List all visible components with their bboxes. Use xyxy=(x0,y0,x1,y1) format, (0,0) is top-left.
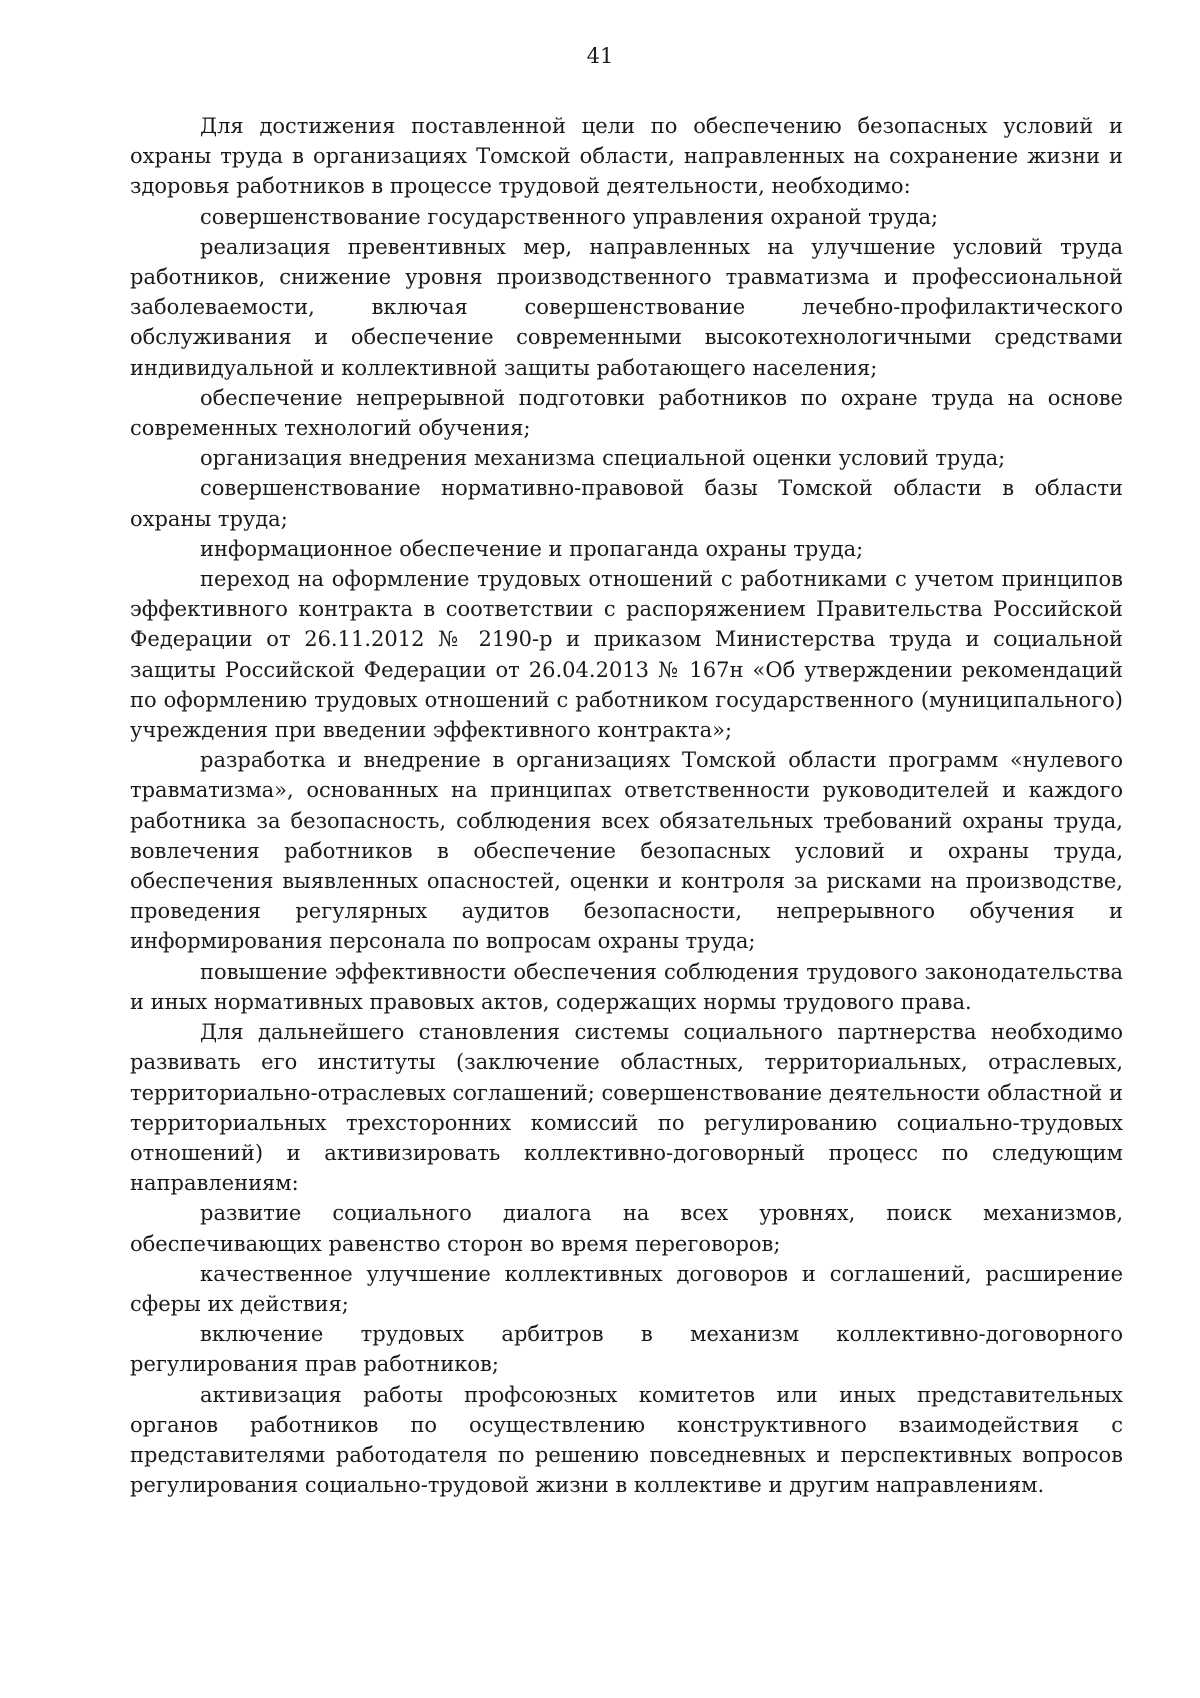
list-item: совершенствование государственного управления охраной труда; xyxy=(200,204,939,229)
list-item: активизация работы профсоюзных комитетов или иных представительных органов работников по осуществлению конструктивного взаимодействия с представителями работодателя по решению повседневных и перспективных вопросов регулирования социально-трудовой жизни в коллективе и другим направлениям. xyxy=(130,1382,1123,1498)
list-item: информационное обеспечение и пропаганда охраны труда; xyxy=(200,536,864,561)
list-item: разработка и внедрение в организациях Томской области программ «нулевого травматизма», основанных на принципах ответственности руководителей и каждого работника за безопасность, соблюдения всех обязательных требований охраны труда, вовлечения работников в обеспечение безопасных условий и охраны труда, обеспечения выявленных опасностей, оценки и контроля за рисками на производстве, проведения регулярных аудитов безопасности, непрерывного обучения и информирования персонала по вопросам охраны труда; xyxy=(130,748,1123,954)
page-number: 41 xyxy=(586,44,614,68)
list-item: организация внедрения механизма специальной оценки условий труда; xyxy=(200,446,1006,471)
list-item: совершенствование нормативно-правовой базы Томской области в области охраны труда; xyxy=(130,476,1123,531)
list-item: развитие социального диалога на всех уровнях, поиск механизмов, обеспечивающих равенство сторон во время переговоров; xyxy=(130,1201,1123,1256)
paragraph-intro-goal: Для достижения поставленной цели по обеспечению безопасных условий и охраны труда в организациях Томской области, направленных на сохранение жизни и здоровья работников в процессе трудовой деятельности, необходимо: xyxy=(130,114,1123,199)
paragraph-social-partnership: Для дальнейшего становления системы социального партнерства необходимо развивать его институты (заключение областных, территориальных, отраслевых, территориально-отраслевых соглашений; совершенствование деятельности областной и территориальных трехсторонних комиссий по регулированию социально-трудовых отношений) и активизировать коллективно-договорный процесс по следующим направлениям: xyxy=(130,1020,1123,1196)
list-item: повышение эффективности обеспечения соблюдения трудового законодательства и иных нормативных правовых актов, содержащих нормы трудового права. xyxy=(130,959,1123,1014)
document-body xyxy=(130,111,1123,1500)
list-item: включение трудовых арбитров в механизм коллективно-договорного регулирования прав работников; xyxy=(130,1322,1123,1377)
list-item: обеспечение непрерывной подготовки работников по охране труда на основе современных технологий обучения; xyxy=(130,385,1123,441)
list-item: реализация превентивных мер, направленных на улучшение условий труда работников, снижение уровня производственного травматизма и профессиональной заболеваемости, включая совершенствование лечебно-профилактического обслуживания и обеспечение современными высокотехнологичными средствами индивидуальной и коллективной защиты работающего населения; xyxy=(130,234,1123,380)
list-item: переход на оформление трудовых отношений с работниками с учетом принципов эффективного контракта в соответствии с распоряжением Правительства Российской Федерации от 26.11.2012 № 2190-р и приказом Министерства труда и социальной защиты Российской Федерации от 26.04.2013 № 167н «Об утверждении рекомендаций по оформлению трудовых отношений с работником государственного (муниципального) учреждения при введении эффективного контракта»; xyxy=(130,567,1123,743)
list-item: качественное улучшение коллективных договоров и соглашений, расширение сферы их действия; xyxy=(130,1261,1123,1316)
